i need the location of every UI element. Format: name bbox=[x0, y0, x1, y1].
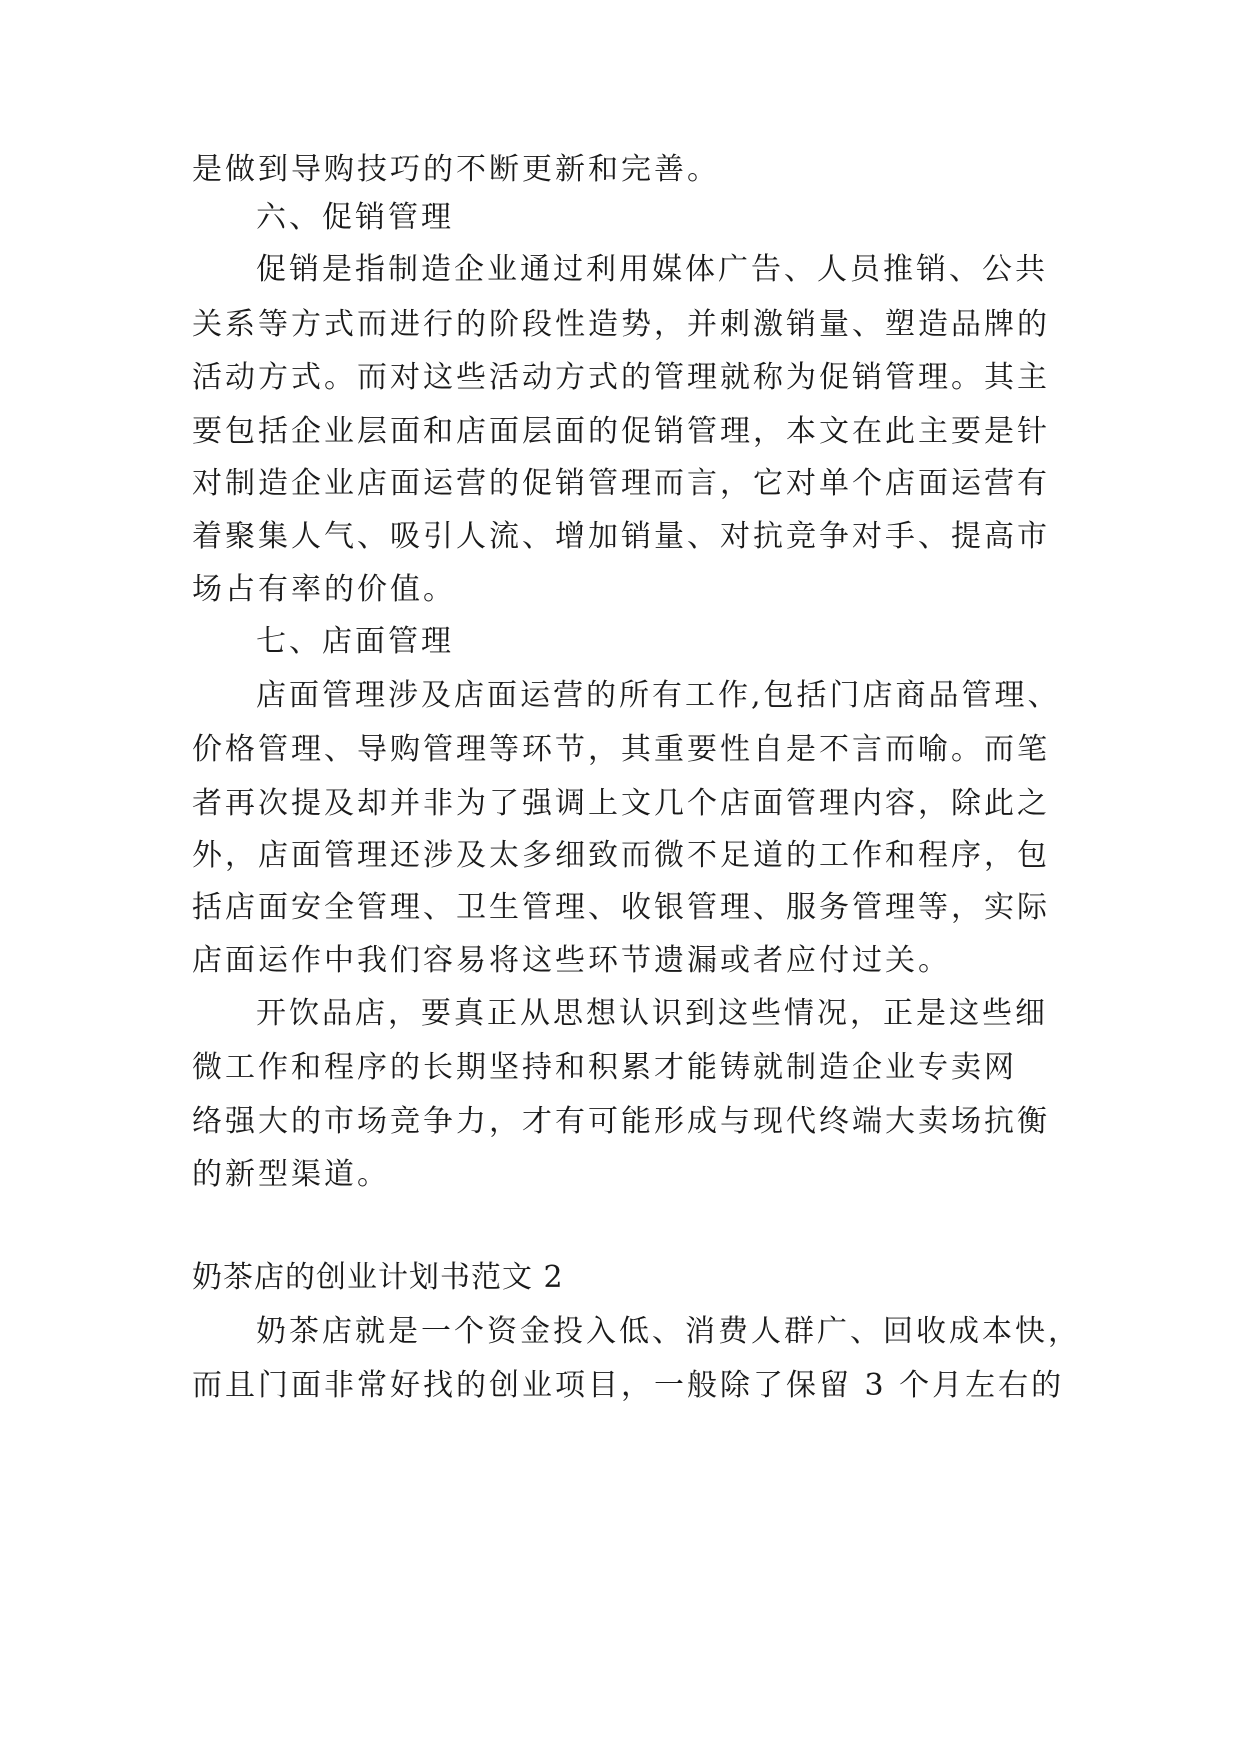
paragraph-line: 而且门面非常好找的创业项目，一般除了保留 3 个月左右的 bbox=[192, 1368, 1065, 1403]
paragraph-line: 外，店面管理还涉及太多细致而微不足道的工作和程序，包 bbox=[192, 838, 1050, 873]
paragraph-line: 是做到导购技巧的不断更新和完善。 bbox=[192, 152, 720, 187]
paragraph-line: 对制造企业店面运营的促销管理而言，它对单个店面运营有 bbox=[192, 466, 1050, 501]
paragraph-line: 奶茶店就是一个资金投入低、消费人群广、回收成本快， bbox=[256, 1314, 1081, 1349]
paragraph-line: 关系等方式而进行的阶段性造势，并刺激销量、塑造品牌的 bbox=[192, 307, 1050, 342]
paragraph-line: 促销是指制造企业通过利用媒体广告、人员推销、公共 bbox=[256, 252, 1048, 287]
paragraph-line: 场占有率的价值。 bbox=[192, 572, 456, 607]
paragraph-line: 店面管理涉及店面运营的所有工作,包括门店商品管理、 bbox=[256, 678, 1061, 713]
section-heading: 七、店面管理 bbox=[256, 624, 454, 659]
paragraph-line: 价格管理、导购管理等环节，其重要性自是不言而喻。而笔 bbox=[192, 732, 1050, 767]
document-title: 奶茶店的创业计划书范文 2 bbox=[192, 1260, 564, 1295]
paragraph-line: 开饮品店，要真正从思想认识到这些情况，正是这些细 bbox=[256, 996, 1048, 1031]
paragraph-line: 要包括企业层面和店面层面的促销管理，本文在此主要是针 bbox=[192, 414, 1050, 449]
paragraph-line: 活动方式。而对这些活动方式的管理就称为促销管理。其主 bbox=[192, 360, 1050, 395]
paragraph-line: 者再次提及却并非为了强调上文几个店面管理内容，除此之 bbox=[192, 786, 1050, 821]
paragraph-line: 络强大的市场竞争力，才有可能形成与现代终端大卖场抗衡 bbox=[192, 1104, 1050, 1139]
paragraph-line: 的新型渠道。 bbox=[192, 1157, 390, 1192]
section-heading: 六、促销管理 bbox=[256, 200, 454, 235]
paragraph-line: 店面运作中我们容易将这些环节遗漏或者应付过关。 bbox=[192, 943, 951, 978]
paragraph-line: 微工作和程序的长期坚持和积累才能铸就制造企业专卖网 bbox=[192, 1050, 1017, 1085]
paragraph-line: 括店面安全管理、卫生管理、收银管理、服务管理等，实际 bbox=[192, 890, 1050, 925]
paragraph-line: 着聚集人气、吸引人流、增加销量、对抗竞争对手、提高市 bbox=[192, 519, 1050, 554]
